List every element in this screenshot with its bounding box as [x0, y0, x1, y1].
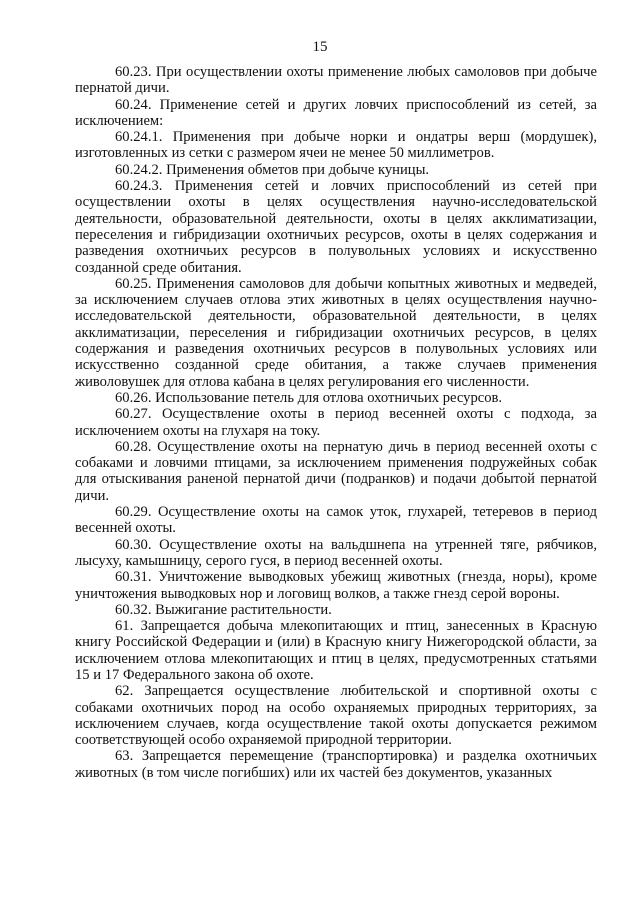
- paragraph-61: 61. Запрещается добыча млекопитающих и птиц, занесенных в Красную книгу Российской Федерации и (или) в Красную книгу Нижегородской области, за исключением отлова млекопитающих и птиц в целях, предусмотренных статьями 15 и 17 Федерального закона об охоте.: [75, 618, 597, 683]
- paragraph-60-28: 60.28. Осуществление охоты на пернатую дичь в период весенней охоты с собаками и ловчими птицами, за исключением применения подружейных собак для отыскивания раненой пернатой дичи (подранков) и подачи добытой пернатой дичи.: [75, 438, 597, 504]
- paragraph-60-26: 60.26. Использование петель для отлова охотничьих ресурсов.: [115, 389, 503, 406]
- paragraph-60-24-1: 60.24.1. Применения при добыче норки и ондатры верш (мордушек), изготовленных из сетки с размером ячеи не менее 50 миллиметров.: [75, 129, 597, 162]
- paragraph-60-30: 60.30. Осуществление охоты на вальдшнепа на утренней тяге, рябчиков, лысуху, камышницу, серого гуся, в период весенней охоты.: [75, 536, 597, 569]
- paragraph-60-24-2: 60.24.2. Применения обметов при добыче куницы.: [115, 161, 430, 178]
- paragraph-60-24: 60.24. Применение сетей и других ловчих приспособлений из сетей, за исключением:: [75, 96, 597, 129]
- paragraph-60-25: 60.25. Применения самоловов для добычи копытных животных и медведей, за исключением случаев отлова этих животных в целях осуществления научно-исследовательской деятельности, образовательной деятельности, в целях акклиматизации, переселения и гибридизации охотничьих ресурсов, в целях содержания и разведения охотничьих ресурсов в полувольных условиях или искусственно созданной среде обитания, а также случаев применения живоловушек для отлова кабана в целях регулирования его численности.: [75, 275, 597, 390]
- paragraph-63: 63. Запрещается перемещение (транспортировка) и разделка охотничьих животных (в том числе погибших) или их частей без документов, указанных: [75, 748, 597, 781]
- paragraph-60-32: 60.32. Выжигание растительности.: [115, 601, 332, 618]
- paragraph-60-27: 60.27. Осуществление охоты в период весенней охоты с подхода, за исключением охоты на глухаря на току.: [75, 406, 597, 439]
- document-body: [75, 64, 597, 781]
- page-number: 15: [312, 39, 328, 55]
- paragraph-60-29: 60.29. Осуществление охоты на самок уток, глухарей, тетеревов в период весенней охоты.: [75, 504, 597, 537]
- paragraph-60-24-3: 60.24.3. Применения сетей и ловчих приспособлений из сетей при осуществлении охоты в целях осуществления научно-исследовательской деятельности, образовательной деятельности, охоты в целях акклиматизации, переселения и гибридизации охотничьих ресурсов, охоты в целях содержания и разведения охотничьих ресурсов в полувольных условиях и искусственно созданной среде обитания.: [75, 178, 597, 276]
- paragraph-60-23: 60.23. При осуществлении охоты применение любых самоловов при добыче пернатой дичи.: [75, 64, 597, 97]
- paragraph-60-31: 60.31. Уничтожение выводковых убежищ животных (гнезда, норы), кроме уничтожения выводковых нор и логовищ волков, а также гнезд серой вороны.: [75, 569, 597, 602]
- paragraph-62: 62. Запрещается осуществление любительской и спортивной охоты с собаками охотничьих пород на особо охраняемых природных территориях, за исключением случаев, когда осуществление такой охоты допускается режимом соответствующей особо охраняемой природной территории.: [75, 683, 597, 749]
